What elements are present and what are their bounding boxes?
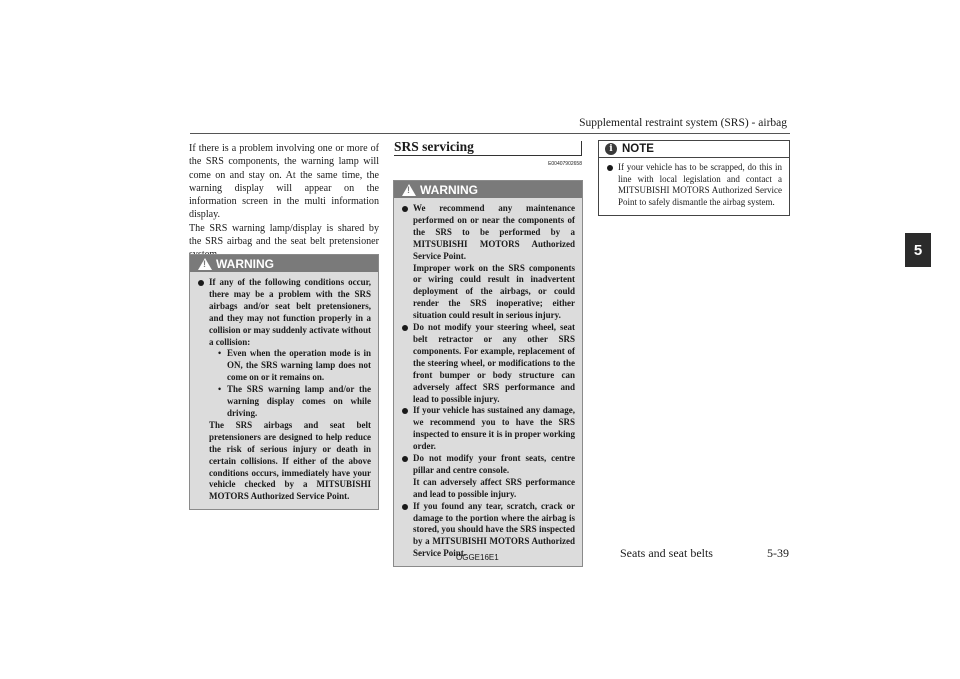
intro-text	[189, 142, 379, 262]
section-title: SRS servicing	[394, 139, 474, 154]
note-box	[598, 140, 790, 216]
warning-item-text: Improper work on the SRS components or wiring could result in inadvertent deployment of the airbags, or could render the SRS inoperative; either situation could result in serious injury.	[413, 262, 575, 321]
bullet-icon	[402, 206, 408, 212]
sub-bullet-icon: •	[218, 384, 222, 395]
warning-header	[394, 181, 582, 198]
warning-triangle-icon	[198, 258, 212, 270]
warning-label: WARNING	[420, 182, 478, 197]
bullet-icon	[607, 165, 613, 171]
section-code: E00407902658	[548, 161, 582, 167]
warning-body	[394, 198, 582, 566]
warning-box-srs-lamp	[189, 254, 379, 510]
warning-item	[402, 405, 575, 453]
warning-item-text: We recommend any maintenance performed on or near the components of the SRS to be performed by a MITSUBISHI MOTORS Authorized Service Point.	[413, 203, 575, 261]
section-title-rule-end	[581, 141, 582, 156]
bullet-icon	[198, 280, 204, 286]
warning-item-text: If you found any tear, scratch, crack or damage to the portion where the airbag is stored, you should have the SRS inspected by a MITSUBISHI MOTORS Authorized Service Point.	[413, 500, 575, 559]
warning-item	[198, 277, 371, 503]
warning-sub-item-text: Even when the operation mode is in ON, the SRS warning lamp does not come on or it remains on.	[227, 348, 371, 383]
note-item-text: If your vehicle has to be scrapped, do this in line with local legislation and contact a MITSUBISHI MOTORS Authorized Service Point to safely dismantle the airbag system.	[618, 162, 782, 207]
note-body	[599, 158, 789, 215]
warning-item-text: Do not modify your front seats, centre pillar and centre console.	[413, 453, 575, 475]
warning-sub-item	[209, 384, 371, 420]
warning-item-tail: The SRS airbags and seat belt pretensioners are designed to help reduce the risk of serious injury or death in certain collisions. If either of the above conditions occurs, immediately have your vehicle checked by a MITSUBISHI MOTORS Authorized Service Point.	[209, 419, 371, 502]
running-header: Supplemental restraint system (SRS) - airbag	[579, 117, 787, 129]
bullet-icon	[402, 504, 408, 510]
section-title-rule	[394, 155, 582, 156]
header-divider	[190, 133, 790, 134]
warning-label: WARNING	[216, 256, 274, 271]
warning-item	[402, 203, 575, 322]
bullet-icon	[402, 325, 408, 331]
warning-item-text: Do not modify your steering wheel, seat belt retractor or any other SRS components. For example, replacement of the steering wheel, or modifications to the front bumper or body structure can adversely affect SRS performance and lead to possible injury.	[413, 322, 575, 404]
intro-paragraph: If there is a problem involving one or more of the SRS components, the warning lamp will come on and stay on. At the same time, the warning display will appear on the information screen in the multi information display.	[189, 143, 379, 221]
info-icon: i	[605, 143, 617, 155]
warning-box-srs-servicing	[393, 180, 583, 567]
footer-code: OGGE16E1	[456, 553, 499, 562]
page-number: 5-39	[767, 546, 789, 560]
chapter-tab: 5	[905, 233, 931, 267]
note-label: NOTE	[622, 143, 654, 155]
bullet-icon	[402, 408, 408, 414]
warning-item	[402, 453, 575, 501]
warning-item-text: If your vehicle has sustained any damage, we recommend you to have the SRS inspected to ensure it is in proper working order.	[413, 405, 575, 452]
note-item	[607, 162, 782, 208]
warning-header	[190, 255, 378, 272]
warning-body	[190, 272, 378, 509]
sub-bullet-icon: •	[218, 348, 222, 359]
warning-item	[402, 322, 575, 405]
warning-item-text: If any of the following conditions occur, there may be a problem with the SRS airbags and/or seat belt pretensioners, and they may not function properly in a collision or may suddenly activate without a collision:	[209, 277, 371, 347]
bullet-icon	[402, 456, 408, 462]
warning-triangle-icon	[402, 184, 416, 196]
footer-section: Seats and seat belts	[620, 546, 713, 560]
warning-sub-item	[209, 348, 371, 384]
note-header	[599, 141, 789, 158]
warning-sub-item-text: The SRS warning lamp and/or the warning display comes on while driving.	[227, 384, 371, 418]
intro-paragraph: The SRS warning lamp/display is shared by the SRS airbag and the seat belt pretensioner	[189, 222, 379, 248]
warning-item	[402, 501, 575, 561]
warning-item-text: It can adversely affect SRS performance and lead to possible injury.	[413, 476, 575, 499]
